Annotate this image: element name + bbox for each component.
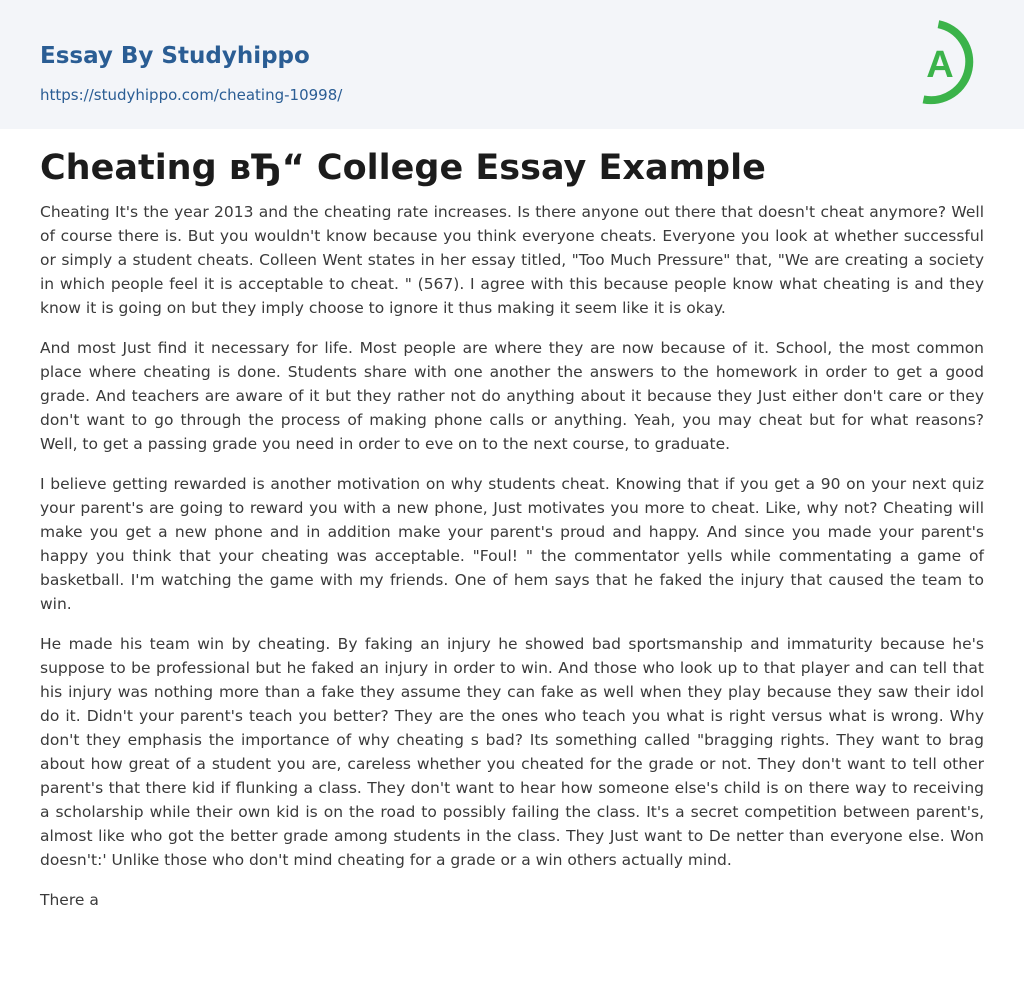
essay-title: Cheating вЂ“ College Essay Example (40, 148, 766, 188)
source-url-link[interactable]: https://studyhippo.com/cheating-10998/ (40, 86, 343, 104)
essay-paragraph: Cheating It's the year 2013 and the cheating rate increases. Is there anyone out there that doesn't cheat anymore? Well of course there is. But you wouldn't know because you think everyone cheats. Everyone you look at whether successful or simply a student cheats. Colleen Went states in her essay titled, "Too Much Pressure" that, "We are creating a society in which people feel it is acceptable to cheat. " (567). I agree with this because people know what cheating is and they know it is going on but they imply choose to ignore it thus making it seem like it is okay. (40, 203, 984, 317)
page-header (0, 0, 1024, 129)
essay-body (40, 200, 984, 928)
essay-paragraph: And most Just find it necessary for life. Most people are where they are now because of it. School, the most common place where cheating is done. Students share with one another the answers to the homework in order to get a good grade. And teachers are aware of it but they rather not do anything about it because they Just either don't care or they don't want to go through the process of making phone calls or anything. Yeah, you may cheat but for what reasons? Well, to get a passing grade you need in order to eve on to the next course, to graduate. (40, 339, 984, 453)
studyhippo-logo-icon[interactable] (907, 16, 991, 108)
logo-letter: A (926, 44, 954, 86)
essay-paragraph: I believe getting rewarded is another motivation on why students cheat. Knowing that if you get a 90 on your next quiz your parent's are going to reward you with a new phone, Just motivates you more to cheat. Like, why not? Cheating will make you get a new phone and in addition make your parent's proud and happy. And since you made your parent's happy you think that your cheating was acceptable. "Foul! " the commentator yells while commentating a game of basketball. I'm watching the game with my friends. One of hem says that he faked the injury that caused the team to win. (40, 475, 984, 613)
essay-paragraph: He made his team win by cheating. By faking an injury he showed bad sportsmanship and immaturity because he's suppose to be professional but he faked an injury in order to win. And those who look up to that player and can tell that his injury was nothing more than a fake they assume they can fake as well when they play because they saw their idol do it. Didn't your parent's teach you better? They are the ones who teach you what is right versus what is wrong. Why don't they emphasis the importance of why cheating s bad? Its something called "bragging rights. They want to brag about how great of a student you are, careless whether you cheated for the grade or not. They don't want to tell other parent's that there kid if flunking a class. They don't want to hear how someone else's child is on there way to receiving a scholarship while their own kid is on the road to possibly failing the class. It's a secret competition between parent's, almost like who got the better grade among students in the class. They Just want to De netter than everyone else. Won doesn't:' Unlike those who don't mind cheating for a grade or a win others actually mind. (40, 635, 984, 869)
brand-title: Essay By Studyhippo (40, 43, 310, 69)
essay-paragraph-truncated: There a (40, 891, 99, 909)
